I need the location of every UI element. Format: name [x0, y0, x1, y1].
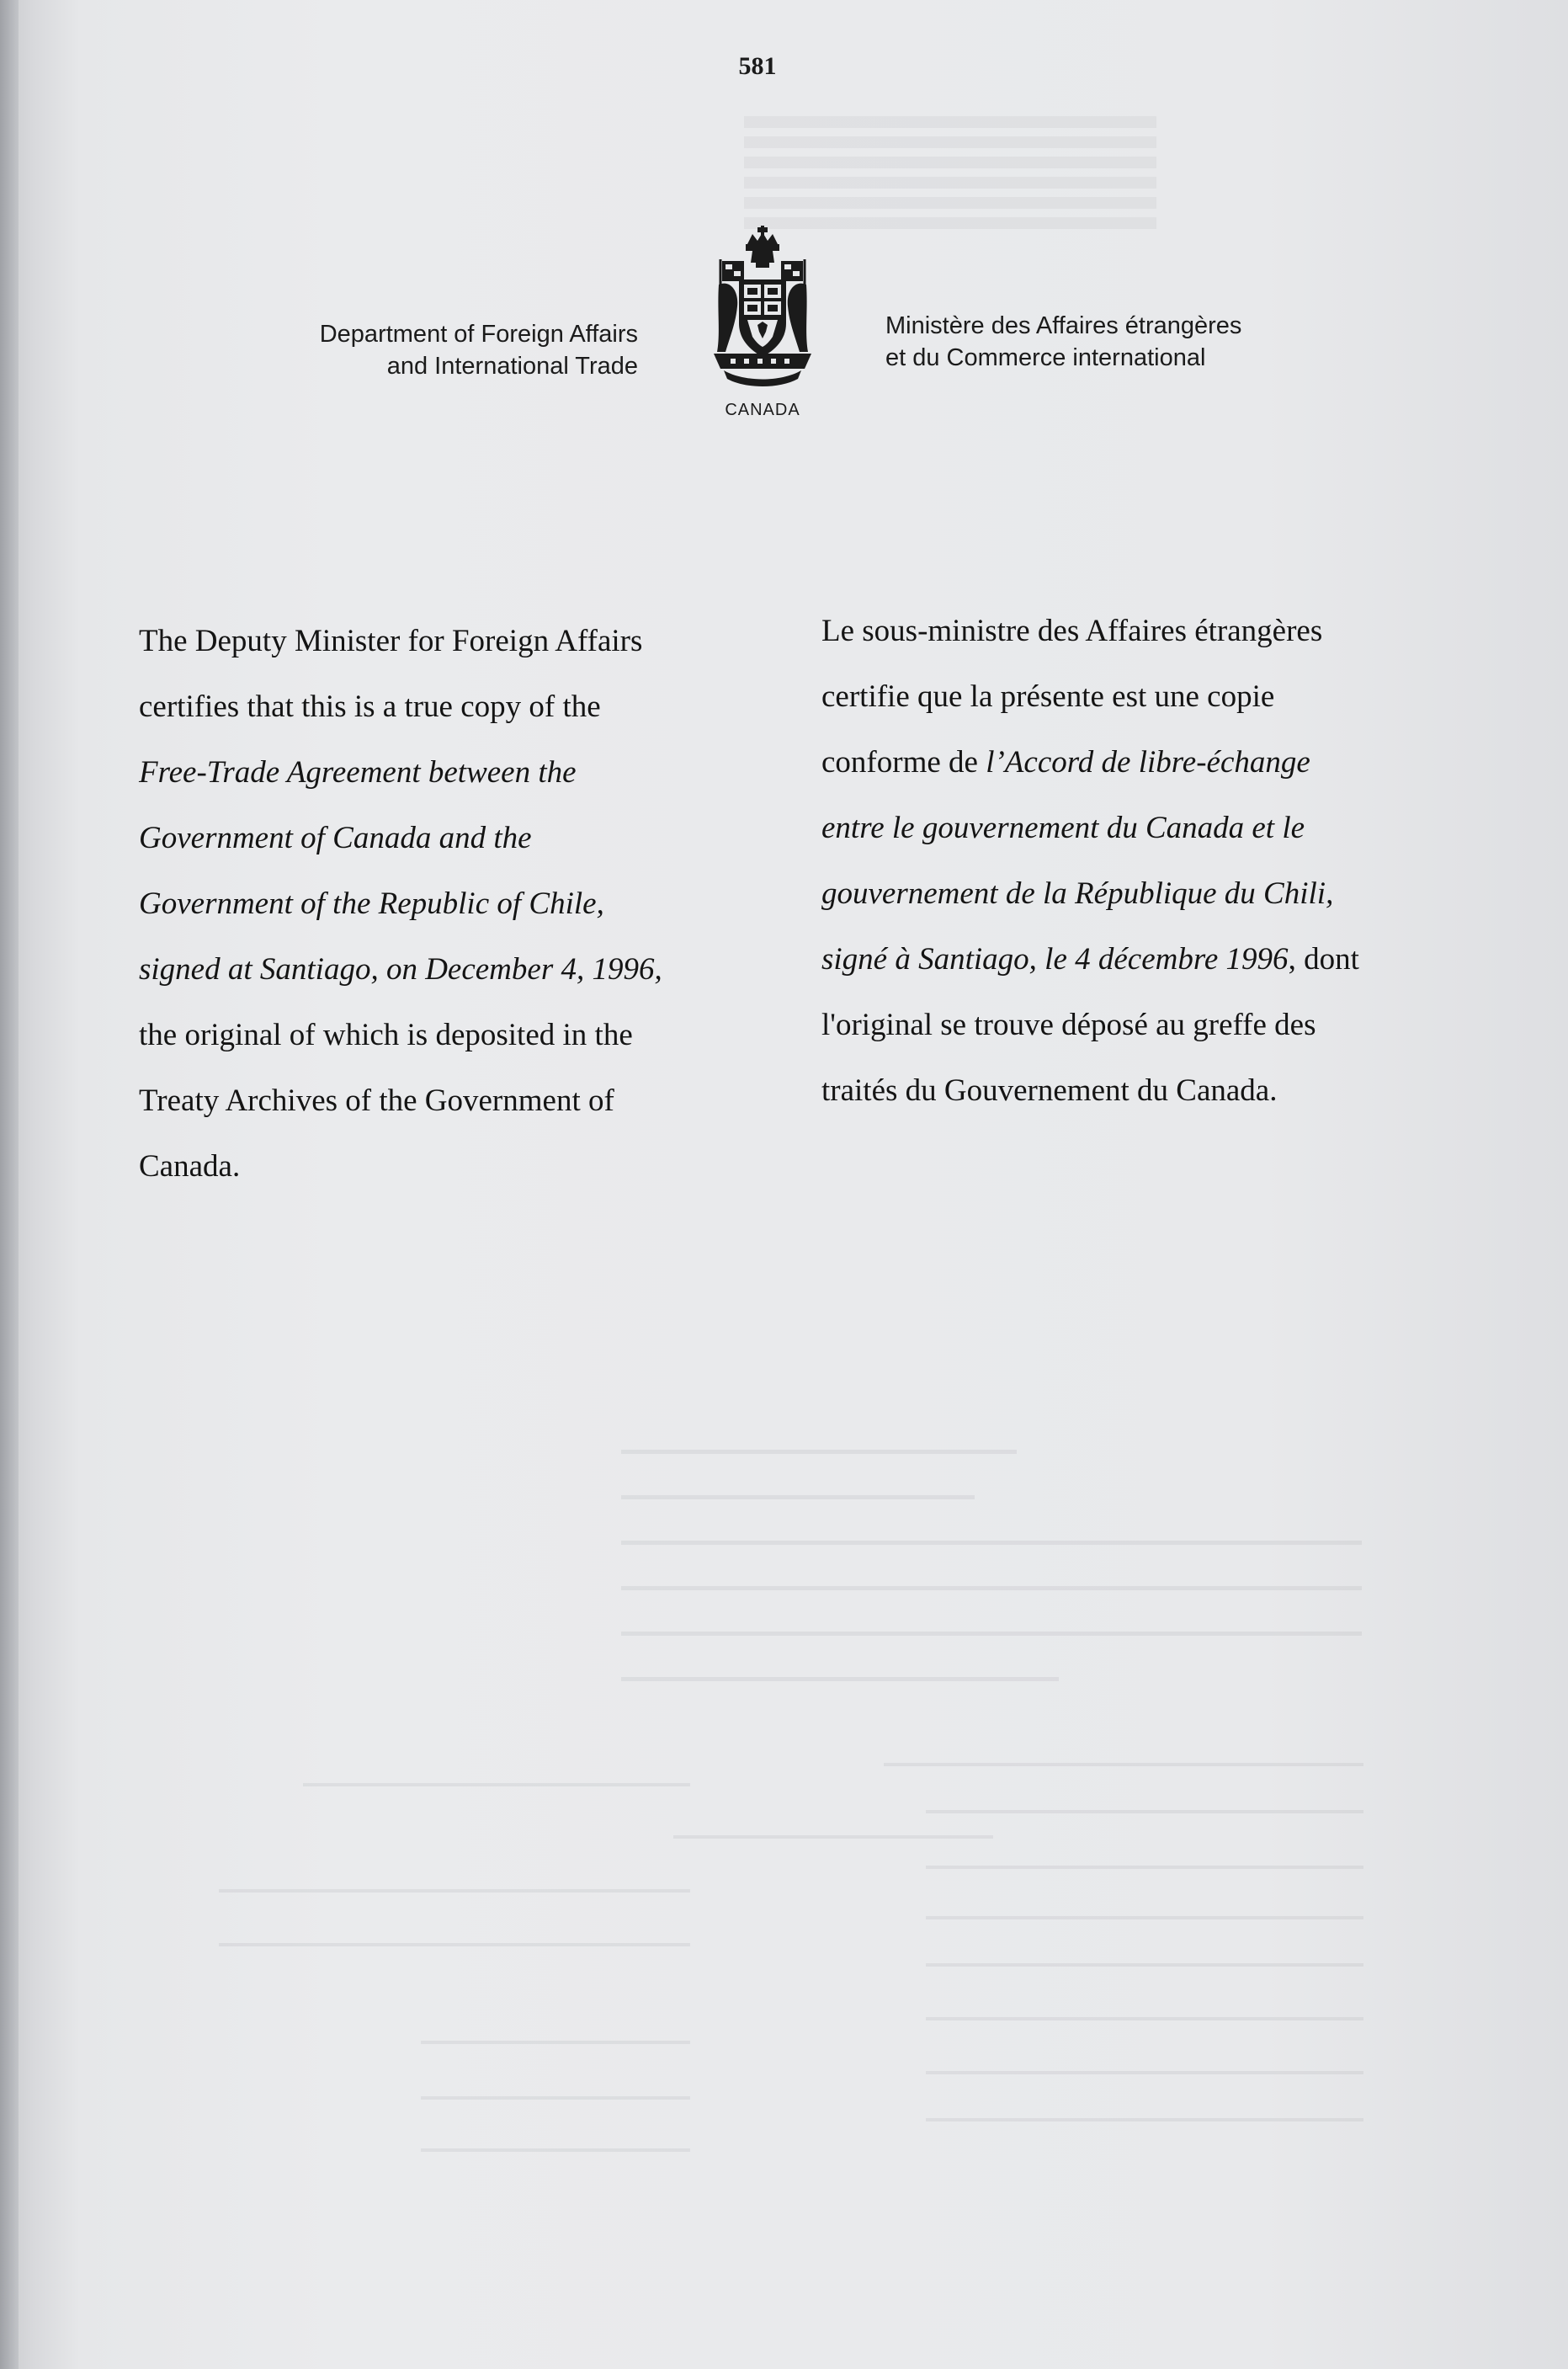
certification-fr-line	[821, 876, 1333, 912]
certification-fr-segment: , dont	[1288, 942, 1359, 977]
show-through-block	[744, 116, 1156, 234]
certification-fr-line	[821, 744, 1310, 780]
certification-en-line: certifies that this is a true copy of the	[139, 689, 601, 724]
certification-en-line: Government of Canada and the	[139, 821, 532, 855]
certification-fr-line	[821, 1007, 1316, 1043]
certification-fr-line	[821, 613, 1322, 649]
certification-en-line: Free-Trade Agreement between the	[139, 755, 577, 790]
certification-fr-segment: certifie que la présente est une copie	[821, 679, 1275, 714]
emblem-label: CANADA	[725, 401, 800, 419]
department-fr-line: Ministère des Affaires étrangères	[885, 312, 1242, 339]
certification-en-line: Government of the Republic of Chile,	[139, 886, 604, 921]
coat-of-arms-icon	[705, 226, 820, 394]
certification-fr-line	[821, 679, 1274, 715]
certification-fr-segment: gouvernement de la République du Chili,	[821, 876, 1334, 911]
certification-en-line: Treaty Archives of the Government of	[139, 1083, 614, 1118]
page-number: 581	[738, 52, 777, 80]
certification-fr-segment: conforme de	[821, 745, 986, 780]
certification-fr-segment: entre le gouvernement du Canada et le	[821, 811, 1305, 845]
certification-fr-segment: signé à Santiago, le 4 décembre 1996	[821, 942, 1289, 977]
certification-en-line: signed at Santiago, on December 4, 1996,	[139, 952, 662, 987]
certification-fr-segment: traités du Gouvernement du Canada.	[821, 1073, 1278, 1108]
department-en-line: and International Trade	[386, 353, 638, 380]
department-fr-line: et du Commerce international	[885, 344, 1206, 371]
certification-fr-line	[821, 941, 1359, 977]
certification-en-line: The Deputy Minister for Foreign Affairs	[139, 624, 643, 658]
certification-fr-line	[821, 810, 1305, 846]
department-name-english	[227, 318, 638, 382]
certification-fr-segment: l’Accord de libre-échange	[986, 745, 1310, 780]
certification-fr-segment: Le sous-ministre des Affaires étrangères	[821, 614, 1323, 648]
page-binding-edge	[0, 0, 19, 2369]
department-en-line: Department of Foreign Affairs	[319, 321, 638, 348]
department-name-french	[885, 310, 1357, 374]
certification-fr-line	[821, 1073, 1277, 1109]
certification-en-line: the original of which is deposited in the	[139, 1018, 633, 1052]
certification-en-line: Canada.	[139, 1149, 241, 1184]
certification-fr-segment: l'original se trouve déposé au greffe des	[821, 1008, 1316, 1042]
